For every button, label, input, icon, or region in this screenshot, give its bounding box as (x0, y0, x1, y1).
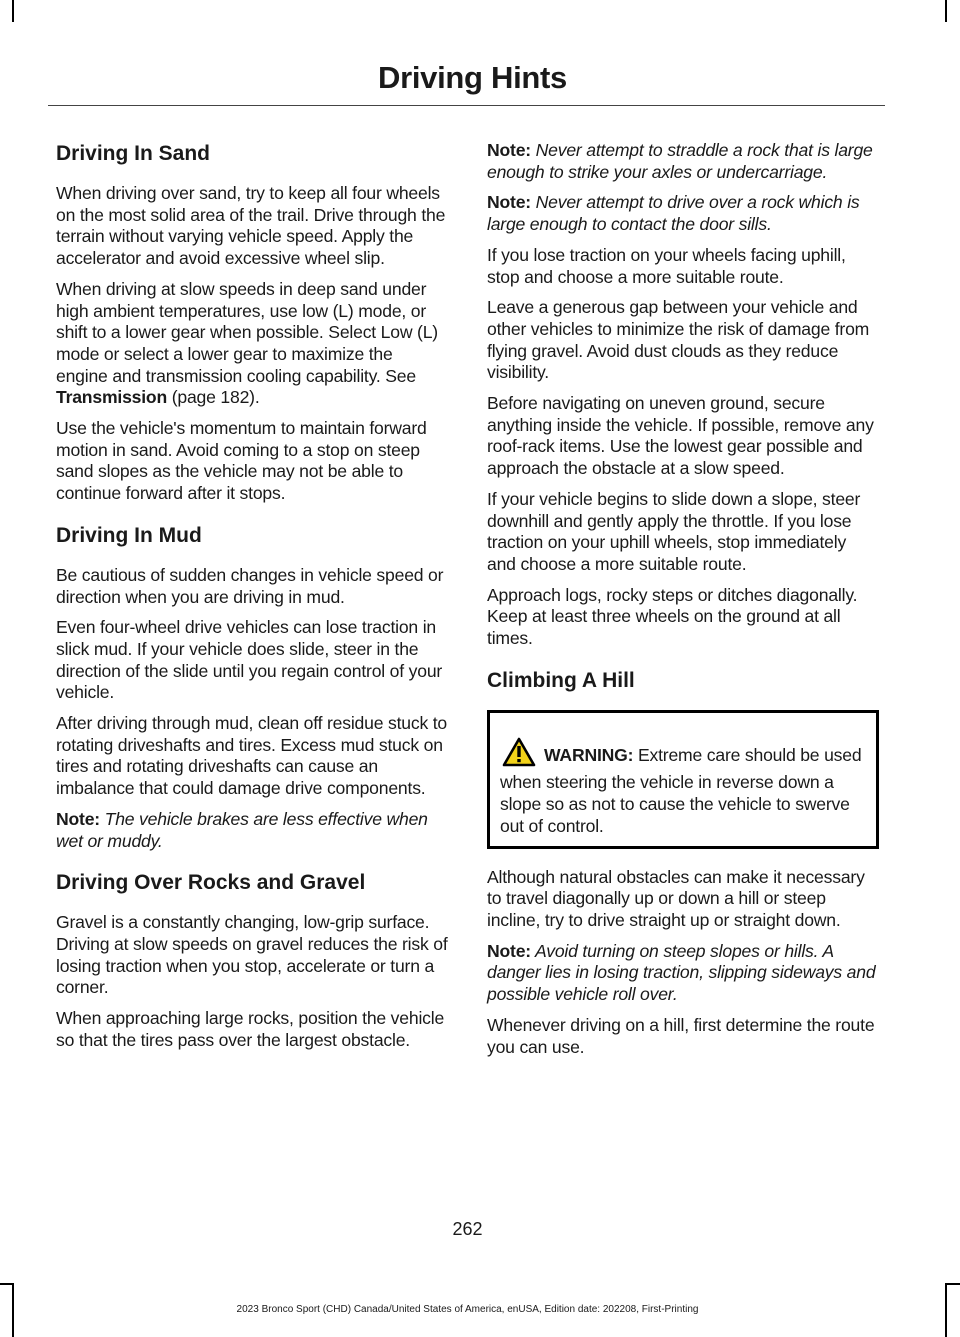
cross-reference-link[interactable]: Transmission (56, 387, 168, 408)
paragraph: If your vehicle begins to slide down a slope, steer downhill and gently apply the throttle. If you lose traction on your uphill wheels, stop immediately and choose a more suitable route. (487, 488, 861, 574)
page-title: Driving Hints (377, 60, 567, 95)
warning-icon (502, 737, 536, 773)
paragraph-text: When driving at slow speeds in deep sand under high ambient temperatures, use low (L) mode, or shift to a lower gear when possible. Select Low (L) mode or select a lower gear to maximize the engine and transmission cooling capability. See (56, 278, 438, 386)
paragraph: If you lose traction on your wheels facing uphill, stop and choose a more suitable route. (487, 244, 846, 287)
warning (500, 737, 866, 838)
paragraph: Although natural obstacles can make it necessary to travel diagonally up or down a hill or steep incline, try to drive straight up or straight down. (487, 866, 865, 930)
section-heading-sand: Driving In Sand (56, 142, 211, 165)
header-divider (48, 105, 885, 106)
note (487, 192, 879, 235)
note-text: The vehicle brakes are less effective when wet or muddy. (56, 808, 428, 851)
crop-mark (945, 1283, 960, 1285)
paragraph: Approach logs, rocky steps or ditches diagonally. Keep at least three wheels on the ground at all times. (487, 584, 858, 649)
crop-mark (0, 1283, 14, 1285)
crop-mark (945, 0, 947, 22)
warning-label: WARNING: (544, 744, 634, 765)
warning-box (487, 710, 879, 849)
note-label: Note: (487, 192, 531, 213)
paragraph: Use the vehicle's momentum to maintain forward motion in sand. Avoid coming to a stop on steep sand slopes as the vehicle may not be able to continue forward after it stops. (56, 418, 427, 504)
note-text: Avoid turning on steep slopes or hills. A danger lies in losing traction, slipping sideways and possible vehicle roll over. (487, 940, 876, 1005)
page-reference: (page 182). (167, 387, 260, 408)
note (56, 809, 448, 852)
page-number: 262 (452, 1219, 483, 1239)
paragraph: When approaching large rocks, position the vehicle so that the tires pass over the largest obstacle. (56, 1008, 445, 1050)
footer: 2023 Bronco Sport (CHD) Canada/United States of America, enUSA, Edition date: 202208, First-Printing (236, 1304, 699, 1315)
note-label: Note: (487, 140, 531, 160)
left-column (56, 140, 448, 1061)
note-label: Note: (56, 808, 100, 829)
note (487, 140, 879, 183)
section-heading-rocks: Driving Over Rocks and Gravel (56, 871, 366, 895)
section-heading-mud: Driving In Mud (56, 523, 202, 547)
paragraph: Even four-wheel drive vehicles can lose traction in slick mud. If your vehicle does slide, steer in the direction of the slide until you regain control of your vehicle. (56, 617, 443, 703)
note-text: Never attempt to drive over a rock which is large enough to contact the door sills. (487, 192, 860, 235)
paragraph: Gravel is a constantly changing, low-grip surface. Driving at slow speeds on gravel reduces the risk of losing traction when you stop, accelerate or turn a corner. (56, 912, 448, 998)
paragraph: Leave a generous gap between your vehicle and other vehicles to minimize the risk of damage from flying gravel. Avoid dust clouds as they reduce visibility. (487, 297, 870, 383)
paragraph (56, 279, 448, 409)
right-column (487, 140, 879, 1067)
paragraph: When driving over sand, try to keep all four wheels on the most solid area of the trail. Drive through the terrain without varying vehicle speed. Apply the accelerator and avoid excessive wheel slip. (56, 183, 446, 269)
crop-mark (12, 0, 14, 22)
paragraph: Whenever driving on a hill, first determine the route you can use. (487, 1014, 875, 1057)
section-heading-hill: Climbing A Hill (487, 668, 635, 692)
note (487, 941, 879, 1006)
warning-text: Extreme care should be used when steering the vehicle in reverse down a slope so as not to cause the vehicle to swerve out of control. (500, 744, 862, 836)
paragraph: After driving through mud, clean off residue stuck to rotating driveshafts and tires. Excess mud stuck on tires and rotating driveshafts can cause an imbalance that could damage drive components. (56, 713, 448, 799)
note-label: Note: (487, 940, 531, 961)
note-text: Never attempt to straddle a rock that is large enough to strike your axles or undercarriage. (487, 140, 873, 182)
crop-mark (945, 1283, 947, 1337)
paragraph: Be cautious of sudden changes in vehicle speed or direction when you are driving in mud. (56, 564, 444, 607)
paragraph: Before navigating on uneven ground, secure anything inside the vehicle. If possible, remove any roof-rack items. Use the lowest gear possible and approach the obstacle at a slow speed. (487, 393, 874, 479)
